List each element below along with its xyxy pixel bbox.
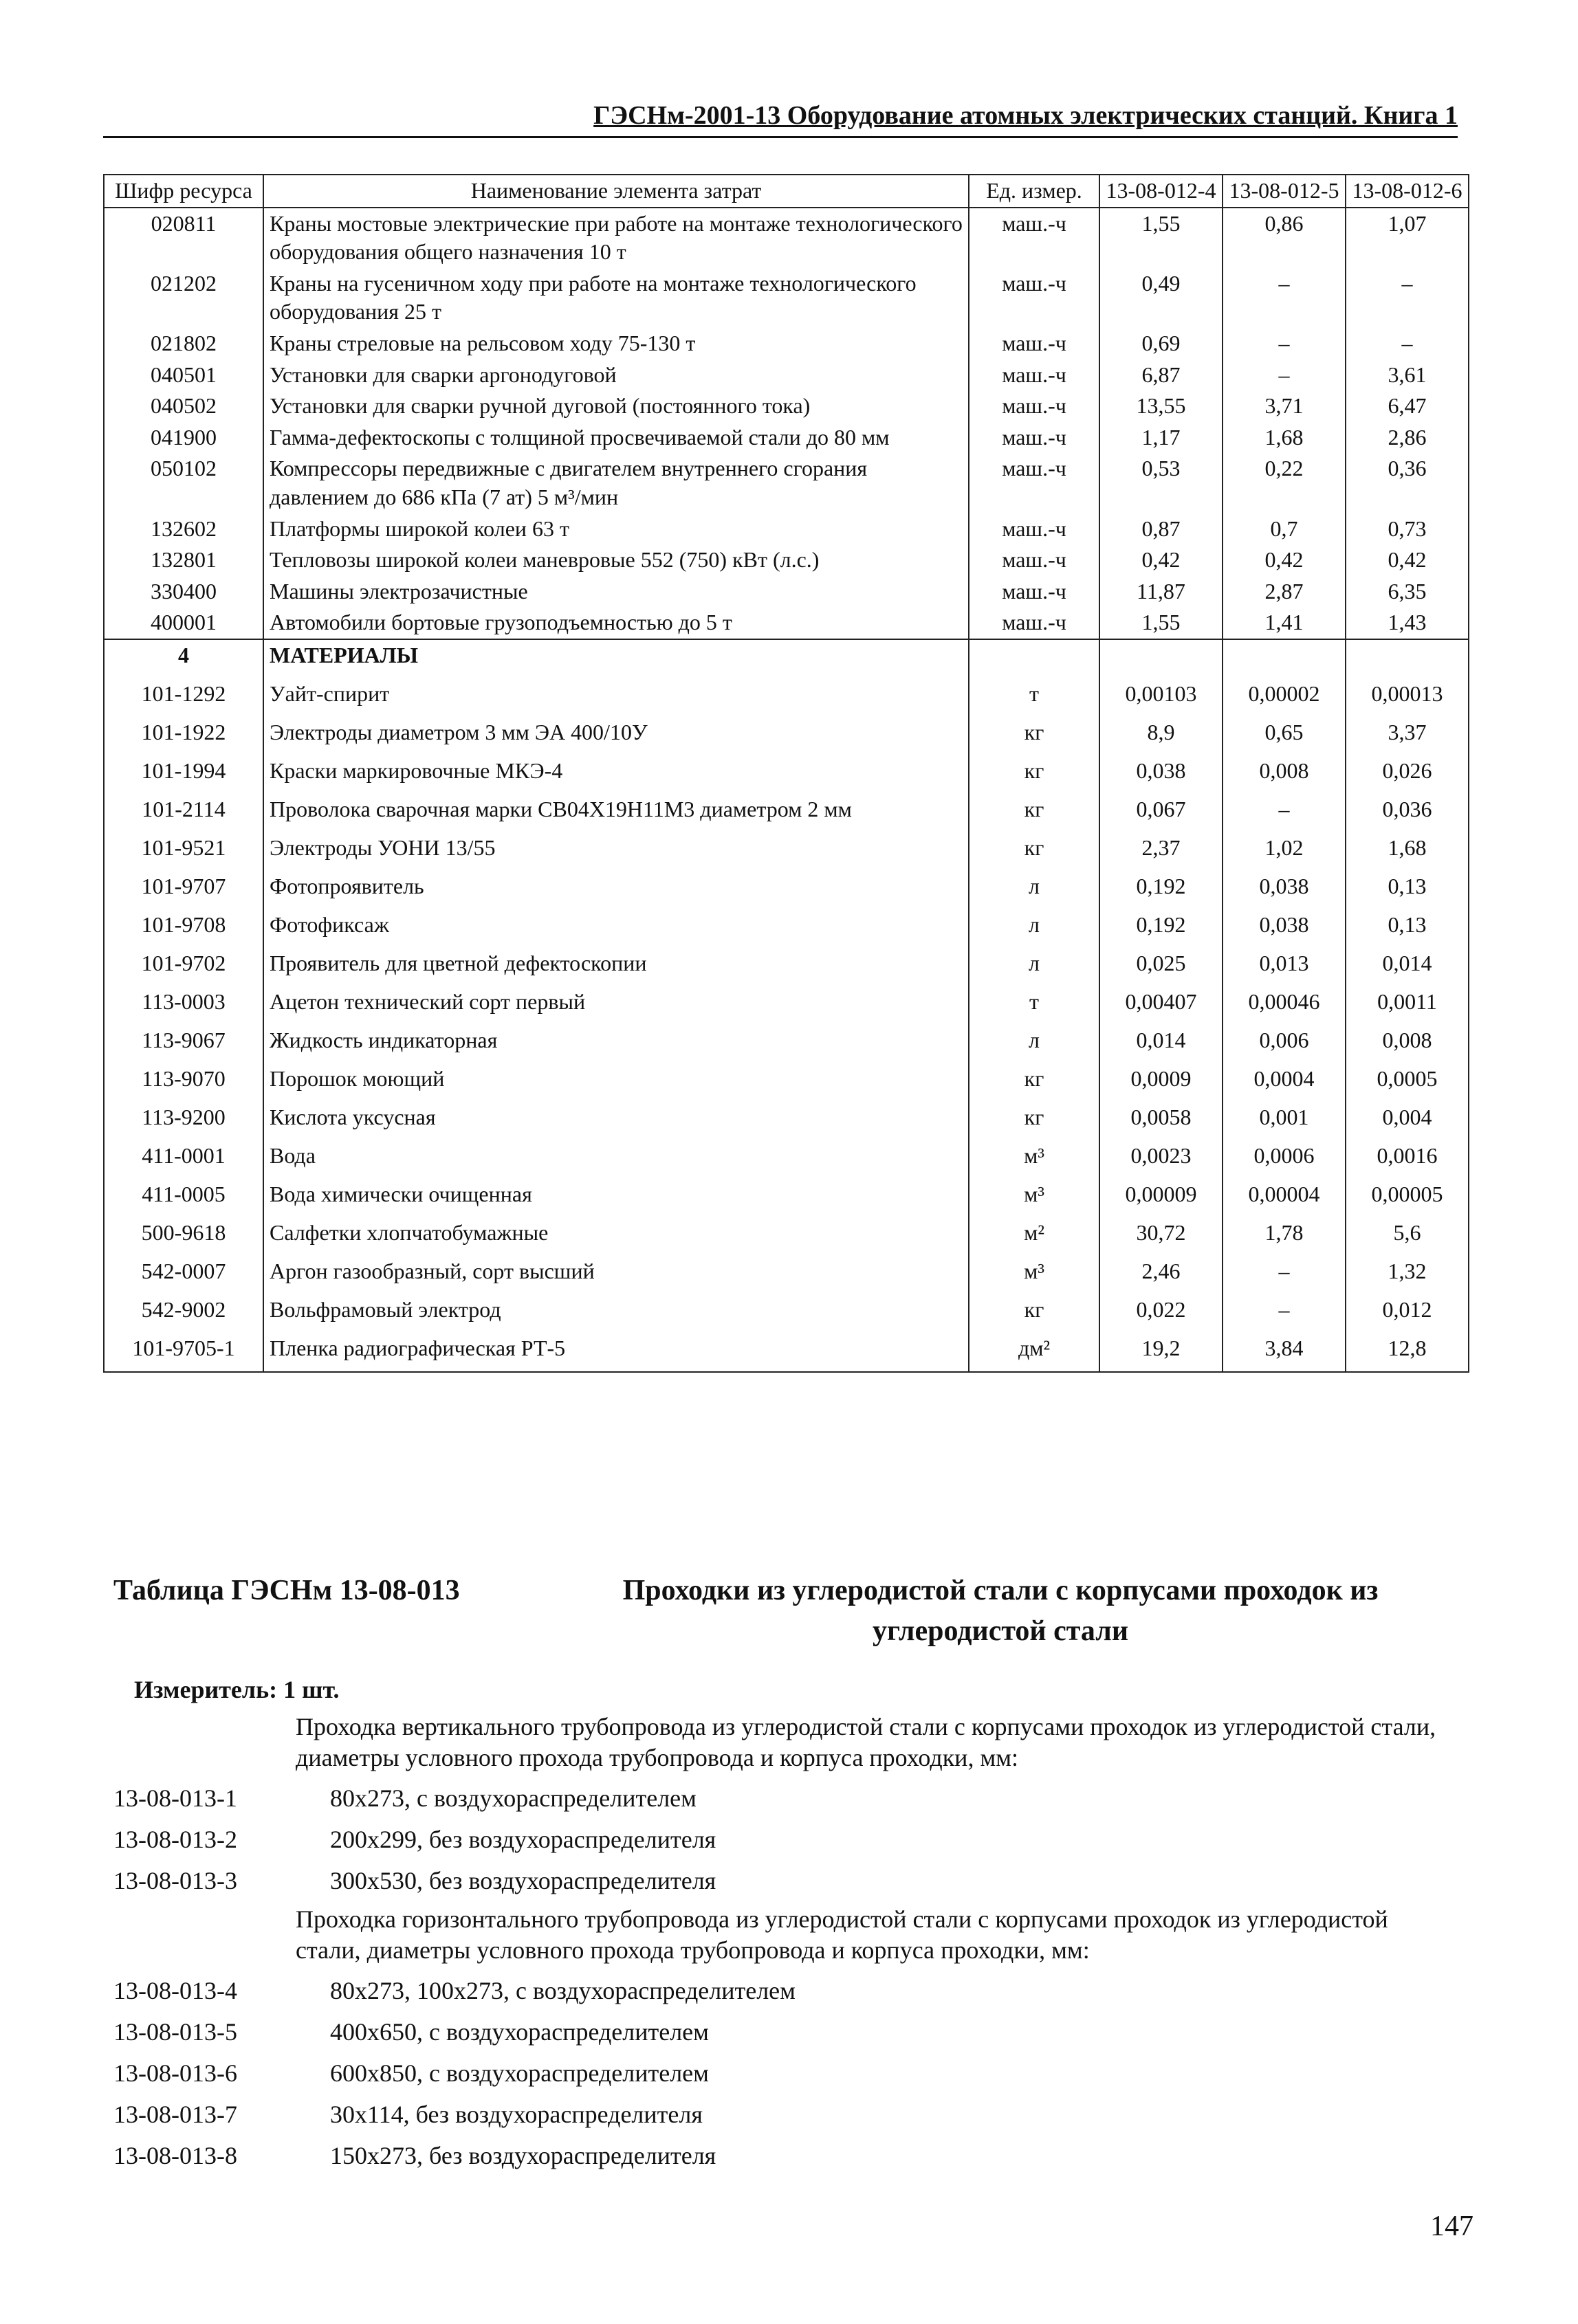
value-col-3: 0,00005 — [1346, 1179, 1469, 1217]
value-col-1: 8,9 — [1099, 717, 1223, 755]
value-col-2: 0,001 — [1223, 1102, 1346, 1140]
resource-code: 411-0001 — [104, 1140, 263, 1179]
value-col-2: 0,42 — [1223, 544, 1346, 576]
table-row — [104, 1063, 1469, 1102]
value-col-1: 0,00103 — [1099, 678, 1223, 717]
value-col-2: 0,0004 — [1223, 1063, 1346, 1102]
value-col-3: 1,32 — [1346, 1256, 1469, 1294]
value-col-2: 1,78 — [1223, 1217, 1346, 1256]
value-col-2: 0,00046 — [1223, 986, 1346, 1025]
table-row — [104, 1333, 1469, 1372]
resource-code: 021202 — [104, 268, 263, 328]
header-col-3: 13-08-012-6 — [1346, 175, 1469, 208]
value-col-2: 0,00002 — [1223, 678, 1346, 717]
resource-unit: м³ — [969, 1140, 1099, 1179]
value-col-3: 2,86 — [1346, 422, 1469, 454]
resource-unit: т — [969, 678, 1099, 717]
value-col-3: 0,00013 — [1346, 678, 1469, 717]
resource-code: 040501 — [104, 359, 263, 391]
value-col-3: – — [1346, 268, 1469, 328]
value-col-1: 0,014 — [1099, 1025, 1223, 1063]
resource-code: 101-9708 — [104, 909, 263, 948]
resource-name: Порошок моющий — [263, 1063, 969, 1102]
table-row — [104, 717, 1469, 755]
materials-heading-row — [104, 639, 1469, 678]
table-row — [104, 832, 1469, 871]
item-code: 13-08-013-8 — [113, 2141, 237, 2169]
value-col-1: 0,0023 — [1099, 1140, 1223, 1179]
value-col-2: 0,038 — [1223, 909, 1346, 948]
resource-name: Электроды диаметром 3 мм ЭА 400/10У — [263, 717, 969, 755]
item-description: 80х273, с воздухораспределителем — [330, 1784, 697, 1812]
item-code: 13-08-013-4 — [113, 1976, 237, 2004]
table-row — [104, 986, 1469, 1025]
item-description: 200х299, без воздухораспределителя — [330, 1825, 716, 1853]
resource-code: 101-9702 — [104, 948, 263, 986]
value-col-3: 0,42 — [1346, 544, 1469, 576]
header-unit: Ед. измер. — [969, 175, 1099, 208]
resource-name: Установки для сварки аргонодуговой — [263, 359, 969, 391]
list-item — [113, 1970, 1447, 2011]
table-row — [104, 576, 1469, 608]
value-col-2: 0,013 — [1223, 948, 1346, 986]
resource-code: 132602 — [104, 513, 263, 545]
resource-name: Компрессоры передвижные с двигателем внутреннего сгорания давлением до 686 кПа (7 ат) 5 м³/мин — [263, 453, 969, 513]
table-title-text: Проходки из углеродистой стали с корпусами проходок из углеродистой стали — [622, 1575, 1379, 1647]
resource-name: Пленка радиографическая РТ-5 — [263, 1333, 969, 1372]
value-col-1: 30,72 — [1099, 1217, 1223, 1256]
value-col-3: 0,73 — [1346, 513, 1469, 545]
resource-unit: маш.-ч — [969, 544, 1099, 576]
resource-unit: л — [969, 1025, 1099, 1063]
resource-name: Краски маркировочные МКЭ-4 — [263, 755, 969, 794]
list-item — [113, 2094, 1447, 2135]
resource-unit: кг — [969, 717, 1099, 755]
value-col-2: – — [1223, 359, 1346, 391]
resource-unit: маш.-ч — [969, 390, 1099, 422]
value-col-2: 1,68 — [1223, 422, 1346, 454]
resource-unit: маш.-ч — [969, 513, 1099, 545]
table-row — [104, 1217, 1469, 1256]
table-row — [104, 208, 1469, 268]
value-col-2: 3,71 — [1223, 390, 1346, 422]
value-col-1: 0,038 — [1099, 755, 1223, 794]
value-col-2: 3,84 — [1223, 1333, 1346, 1372]
resource-code: 020811 — [104, 208, 263, 268]
value-col-1: 11,87 — [1099, 576, 1223, 608]
list-item — [113, 1860, 1447, 1901]
list-item — [113, 2135, 1447, 2176]
resource-unit: маш.-ч — [969, 359, 1099, 391]
table-row — [104, 1140, 1469, 1179]
table-row — [104, 755, 1469, 794]
item-code: 13-08-013-7 — [113, 2100, 237, 2128]
resource-unit: кг — [969, 1063, 1099, 1102]
value-col-3: 3,37 — [1346, 717, 1469, 755]
value-col-3: 3,61 — [1346, 359, 1469, 391]
value-col-1: 19,2 — [1099, 1333, 1223, 1372]
value-col-1: 0,69 — [1099, 328, 1223, 359]
value-col-3: 0,36 — [1346, 453, 1469, 513]
value-col-1: 0,0058 — [1099, 1102, 1223, 1140]
value-col-1: 1,55 — [1099, 607, 1223, 639]
value-col-1: 0,87 — [1099, 513, 1223, 545]
value-col-3: 0,014 — [1346, 948, 1469, 986]
value-col-3: 6,47 — [1346, 390, 1469, 422]
resource-code: 400001 — [104, 607, 263, 639]
resource-code: 411-0005 — [104, 1179, 263, 1217]
group-description: Проходка вертикального трубопровода из углеродистой стали с корпусами проходок из углеродистой стали, диаметры условного прохода трубопровода и корпуса проходки, мм: — [296, 1713, 1436, 1771]
group-description: Проходка горизонтального трубопровода из углеродистой стали с корпусами проходок из углеродистой стали, диаметры условного прохода трубопровода и корпуса проходки, мм: — [296, 1905, 1388, 1964]
resource-unit: кг — [969, 1294, 1099, 1333]
value-col-3: 1,43 — [1346, 607, 1469, 639]
item-code: 13-08-013-1 — [113, 1784, 237, 1812]
table-row — [104, 794, 1469, 832]
resource-name: Краны мостовые электрические при работе на монтаже технологического оборудования общего назначения 10 т — [263, 208, 969, 268]
resource-name: Гамма-дефектоскопы с толщиной просвечиваемой стали до 80 мм — [263, 422, 969, 454]
item-code: 13-08-013-6 — [113, 2059, 237, 2087]
table-row — [104, 453, 1469, 513]
resource-unit: л — [969, 948, 1099, 986]
resource-code: 113-9067 — [104, 1025, 263, 1063]
value-col-3: 12,8 — [1346, 1333, 1469, 1372]
resource-name: Краны на гусеничном ходу при работе на монтаже технологического оборудования 25 т — [263, 268, 969, 328]
value-col-1: 2,46 — [1099, 1256, 1223, 1294]
running-header: ГЭСНм-2001-13 Оборудование атомных электрических станций. Книга 1 — [593, 101, 1458, 130]
item-code: 13-08-013-5 — [113, 2017, 237, 2046]
table-title-label: Таблица ГЭСНм 13-08-013 — [113, 1575, 460, 1606]
value-col-2: 0,008 — [1223, 755, 1346, 794]
resource-name: Автомобили бортовые грузоподъемностью до 5 т — [263, 607, 969, 639]
table-row — [104, 422, 1469, 454]
table-title — [113, 1571, 1454, 1652]
value-col-3: – — [1346, 328, 1469, 359]
resource-name: Фотопроявитель — [263, 871, 969, 909]
value-col-2: 0,22 — [1223, 453, 1346, 513]
materials-section-header — [104, 639, 1469, 678]
resource-code: 041900 — [104, 422, 263, 454]
table-row — [104, 1102, 1469, 1140]
resource-name: Машины электрозачистные — [263, 576, 969, 608]
header-name: Наименование элемента затрат — [263, 175, 969, 208]
value-col-1: 6,87 — [1099, 359, 1223, 391]
value-col-2: – — [1223, 328, 1346, 359]
value-col-2: 0,65 — [1223, 717, 1346, 755]
resource-code: 101-1292 — [104, 678, 263, 717]
table-row — [104, 1025, 1469, 1063]
value-col-3: 0,008 — [1346, 1025, 1469, 1063]
resource-code: 101-1994 — [104, 755, 263, 794]
resource-unit: м³ — [969, 1179, 1099, 1217]
table-row — [104, 328, 1469, 359]
value-col-3: 5,6 — [1346, 1217, 1469, 1256]
resource-unit: м² — [969, 1217, 1099, 1256]
resource-unit: кг — [969, 832, 1099, 871]
value-col-3: 0,0011 — [1346, 986, 1469, 1025]
table-row — [104, 678, 1469, 717]
value-col-3: 0,13 — [1346, 909, 1469, 948]
resource-code: 101-9521 — [104, 832, 263, 871]
resource-name: Установки для сварки ручной дуговой (постоянного тока) — [263, 390, 969, 422]
resource-name: Тепловозы широкой колеи маневровые 552 (750) кВт (л.с.) — [263, 544, 969, 576]
item-code: 13-08-013-2 — [113, 1825, 237, 1853]
value-col-2: – — [1223, 794, 1346, 832]
resource-code: 101-1922 — [104, 717, 263, 755]
table-row — [104, 390, 1469, 422]
value-col-3: 0,0016 — [1346, 1140, 1469, 1179]
resource-name: Проволока сварочная марки СВ04Х19Н11М3 диаметром 2 мм — [263, 794, 969, 832]
table-row — [104, 948, 1469, 986]
resource-code: 113-9070 — [104, 1063, 263, 1102]
resource-unit: маш.-ч — [969, 328, 1099, 359]
value-col-2: 1,02 — [1223, 832, 1346, 871]
value-col-3: 1,07 — [1346, 208, 1469, 268]
resource-unit: кг — [969, 794, 1099, 832]
resource-name: Краны стреловые на рельсовом ходу 75-130 т — [263, 328, 969, 359]
machines-section — [104, 208, 1469, 639]
resource-unit: маш.-ч — [969, 268, 1099, 328]
resource-name: Платформы широкой колеи 63 т — [263, 513, 969, 545]
table-row — [104, 359, 1469, 391]
page-number: 147 — [1430, 2211, 1473, 2242]
value-col-3: 0,026 — [1346, 755, 1469, 794]
resource-unit: маш.-ч — [969, 607, 1099, 639]
meter-label: Измеритель: 1 шт. — [134, 1676, 340, 1703]
item-description: 600х850, с воздухораспределителем — [330, 2059, 709, 2087]
value-col-2: 0,7 — [1223, 513, 1346, 545]
resource-code: 542-9002 — [104, 1294, 263, 1333]
resource-name: Уайт-спирит — [263, 678, 969, 717]
resource-code: 500-9618 — [104, 1217, 263, 1256]
table-row — [104, 1179, 1469, 1217]
resource-code: 113-0003 — [104, 986, 263, 1025]
item-description: 80х273, 100х273, с воздухораспределителем — [330, 1976, 796, 2004]
resource-unit: маш.-ч — [969, 453, 1099, 513]
value-col-1: 0,42 — [1099, 544, 1223, 576]
materials-section-title: МАТЕРИАЛЫ — [263, 639, 969, 678]
resource-unit: маш.-ч — [969, 576, 1099, 608]
value-col-2: 1,41 — [1223, 607, 1346, 639]
resource-name: Электроды УОНИ 13/55 — [263, 832, 969, 871]
resource-code: 040502 — [104, 390, 263, 422]
value-col-1: 0,192 — [1099, 909, 1223, 948]
resource-code: 330400 — [104, 576, 263, 608]
materials-section — [104, 678, 1469, 1372]
value-col-1: 0,192 — [1099, 871, 1223, 909]
item-description: 300х530, без воздухораспределителя — [330, 1866, 716, 1894]
resource-code: 021802 — [104, 328, 263, 359]
resource-unit: маш.-ч — [969, 208, 1099, 268]
header-code: Шифр ресурса — [104, 175, 263, 208]
resource-name: Салфетки хлопчатобумажные — [263, 1217, 969, 1256]
resource-code: 101-9705-1 — [104, 1333, 263, 1372]
value-col-3: 0,012 — [1346, 1294, 1469, 1333]
value-col-2: – — [1223, 268, 1346, 328]
value-col-3: 6,35 — [1346, 576, 1469, 608]
value-col-2: 0,00004 — [1223, 1179, 1346, 1217]
value-col-3: 0,13 — [1346, 871, 1469, 909]
resource-name: Фотофиксаж — [263, 909, 969, 948]
table-row — [104, 871, 1469, 909]
value-col-1: 0,00407 — [1099, 986, 1223, 1025]
value-col-2: – — [1223, 1256, 1346, 1294]
value-col-1: 0,49 — [1099, 268, 1223, 328]
table-row — [104, 268, 1469, 328]
resource-unit: кг — [969, 1102, 1099, 1140]
table-row — [104, 513, 1469, 545]
resource-table — [103, 174, 1469, 1373]
value-col-2: 0,86 — [1223, 208, 1346, 268]
table-row — [104, 1294, 1469, 1333]
value-col-3: 0,004 — [1346, 1102, 1469, 1140]
value-col-1: 0,00009 — [1099, 1179, 1223, 1217]
resource-name: Аргон газообразный, сорт высший — [263, 1256, 969, 1294]
list-item — [113, 1819, 1447, 1860]
table-row — [104, 909, 1469, 948]
value-col-2: 0,038 — [1223, 871, 1346, 909]
value-col-2: – — [1223, 1294, 1346, 1333]
resource-unit: м³ — [969, 1256, 1099, 1294]
value-col-2: 2,87 — [1223, 576, 1346, 608]
value-col-2: 0,0006 — [1223, 1140, 1346, 1179]
resource-name: Проявитель для цветной дефектоскопии — [263, 948, 969, 986]
resource-code: 113-9200 — [104, 1102, 263, 1140]
value-col-3: 1,68 — [1346, 832, 1469, 871]
resource-name: Кислота уксусная — [263, 1102, 969, 1140]
resource-code: 101-2114 — [104, 794, 263, 832]
value-col-1: 1,17 — [1099, 422, 1223, 454]
resource-code: 050102 — [104, 453, 263, 513]
list-item — [113, 1778, 1447, 1819]
resource-code: 132801 — [104, 544, 263, 576]
item-description: 150х273, без воздухораспределителя — [330, 2141, 716, 2169]
resource-unit: маш.-ч — [969, 422, 1099, 454]
resource-unit: л — [969, 909, 1099, 948]
header-col-1: 13-08-012-4 — [1099, 175, 1223, 208]
header-rule — [103, 136, 1458, 138]
value-col-2: 0,006 — [1223, 1025, 1346, 1063]
resource-code: 101-9707 — [104, 871, 263, 909]
list-item — [113, 2011, 1447, 2052]
table-row — [104, 1256, 1469, 1294]
materials-section-code: 4 — [104, 639, 263, 678]
resource-unit: дм² — [969, 1333, 1099, 1372]
value-col-3: 0,0005 — [1346, 1063, 1469, 1102]
value-col-1: 0,0009 — [1099, 1063, 1223, 1102]
resource-unit: л — [969, 871, 1099, 909]
item-code: 13-08-013-3 — [113, 1866, 237, 1894]
resource-name: Ацетон технический сорт первый — [263, 986, 969, 1025]
resource-code: 542-0007 — [104, 1256, 263, 1294]
resource-name: Вода — [263, 1140, 969, 1179]
item-list — [113, 1709, 1447, 2176]
header-col-2: 13-08-012-5 — [1223, 175, 1346, 208]
value-col-1: 13,55 — [1099, 390, 1223, 422]
value-col-1: 1,55 — [1099, 208, 1223, 268]
resource-unit: кг — [969, 755, 1099, 794]
list-item — [113, 2052, 1447, 2094]
table-header-row — [104, 175, 1469, 208]
table-row — [104, 544, 1469, 576]
resource-name: Вода химически очищенная — [263, 1179, 969, 1217]
value-col-1: 0,53 — [1099, 453, 1223, 513]
item-description: 30х114, без воздухораспределителя — [330, 2100, 703, 2128]
value-col-1: 0,025 — [1099, 948, 1223, 986]
table-row — [104, 607, 1469, 639]
item-description: 400х650, с воздухораспределителем — [330, 2017, 709, 2046]
value-col-1: 2,37 — [1099, 832, 1223, 871]
resource-name: Жидкость индикаторная — [263, 1025, 969, 1063]
value-col-1: 0,022 — [1099, 1294, 1223, 1333]
value-col-3: 0,036 — [1346, 794, 1469, 832]
resource-name: Вольфрамовый электрод — [263, 1294, 969, 1333]
resource-unit: т — [969, 986, 1099, 1025]
value-col-1: 0,067 — [1099, 794, 1223, 832]
